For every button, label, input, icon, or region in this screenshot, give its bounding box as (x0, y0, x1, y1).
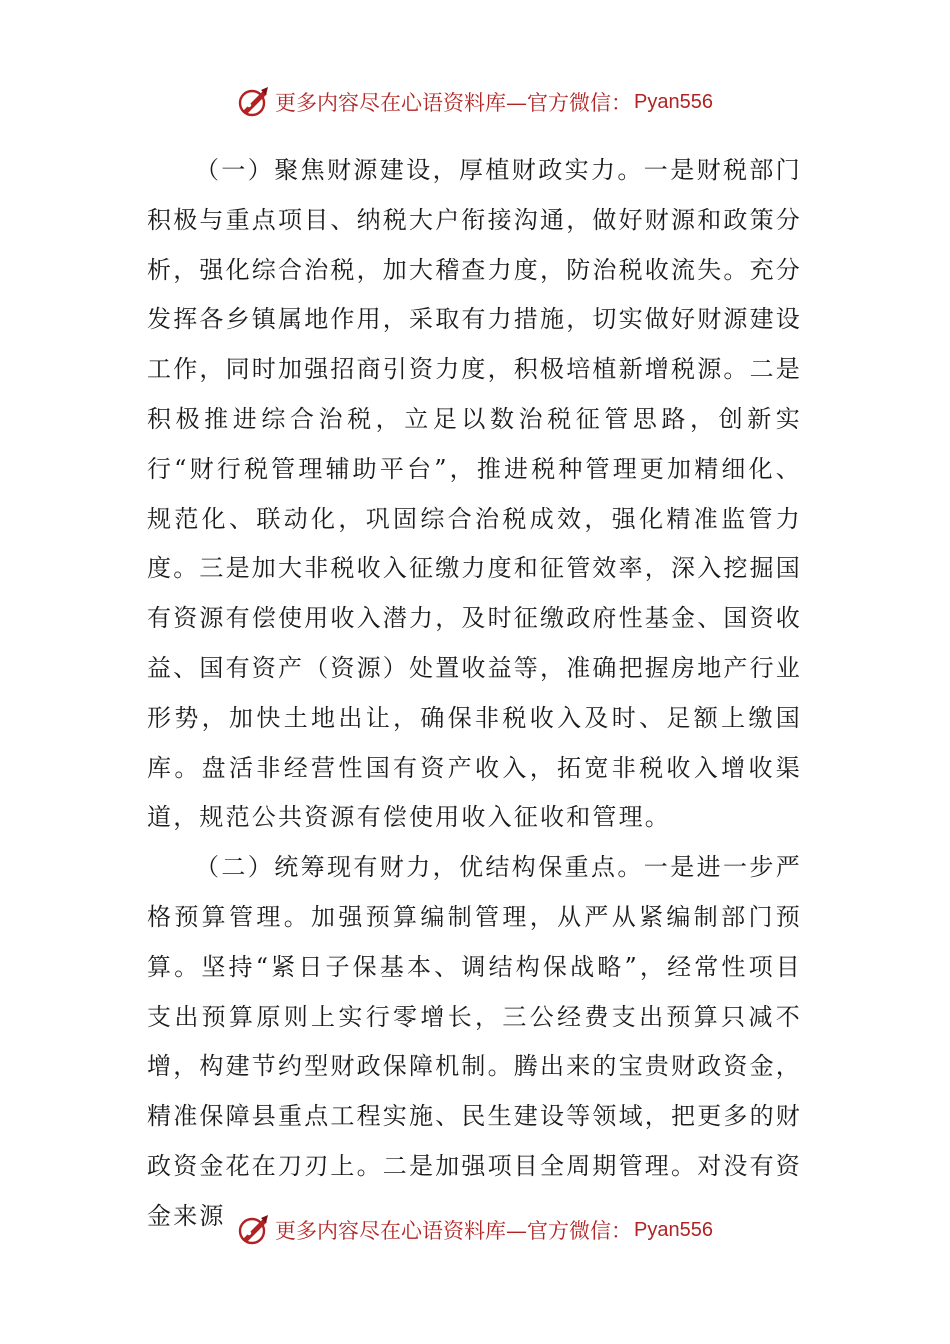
paragraph: （一）聚焦财源建设，厚植财政实力。一是财税部门积极与重点项目、纳税大户衔接沟通，做好财源和政策分析，强化综合治税，加大稽查力度，防治税收流失。充分发挥各乡镇属地作用，采取有力措施，切实做好财源建设工作，同时加强招商引资力度，积极培植新增税源。二是积极推进综合治税，立足以数治税征管思路，创新实行“财行税管理辅助平台”，推进税种管理更加精细化、规范化、联动化，巩固综合治税成效，强化精准监管力度。三是加大非税收入征缴力度和征管效率，深入挖掘国有资源有偿使用收入潜力，及时征缴政府性基金、国资收益、国有资产（资源）处置收益等，准确把握房地产行业形势，加快土地出让，确保非税收入及时、足额上缴国库。盘活非经营性国有资产收入，拓宽非税收入增收渠道，规范公共资源有偿使用收入征收和管理。 (147, 156, 802, 832)
footer-banner (0, 1210, 950, 1250)
paragraph: （二）统筹现有财力，优结构保重点。一是进一步严格预算管理。加强预算编制管理，从严从紧编制部门预算。坚持“紧日子保基本、调结构保战略”，经常性项目支出预算原则上实行零增长，三公经费支出预算只减不增，构建节约型财政保障机制。腾出来的宝贵财政资金，精准保障县重点工程实施、民生建设等领域，把更多的财政资金花在刀刃上。二是加强项目全周期管理。对没有资金来源 (147, 853, 802, 1230)
banner-wechat-handle: Pyan556 (634, 90, 713, 113)
pen-circle-logo-icon (237, 85, 271, 119)
banner-text: 更多内容尽在心语资料库—官方微信： (275, 1219, 633, 1243)
document-body (147, 146, 802, 1242)
pen-circle-logo-icon (237, 1213, 271, 1247)
header-banner (0, 82, 950, 122)
banner-text: 更多内容尽在心语资料库—官方微信： (275, 91, 633, 115)
banner-wechat-handle: Pyan556 (634, 1218, 713, 1241)
